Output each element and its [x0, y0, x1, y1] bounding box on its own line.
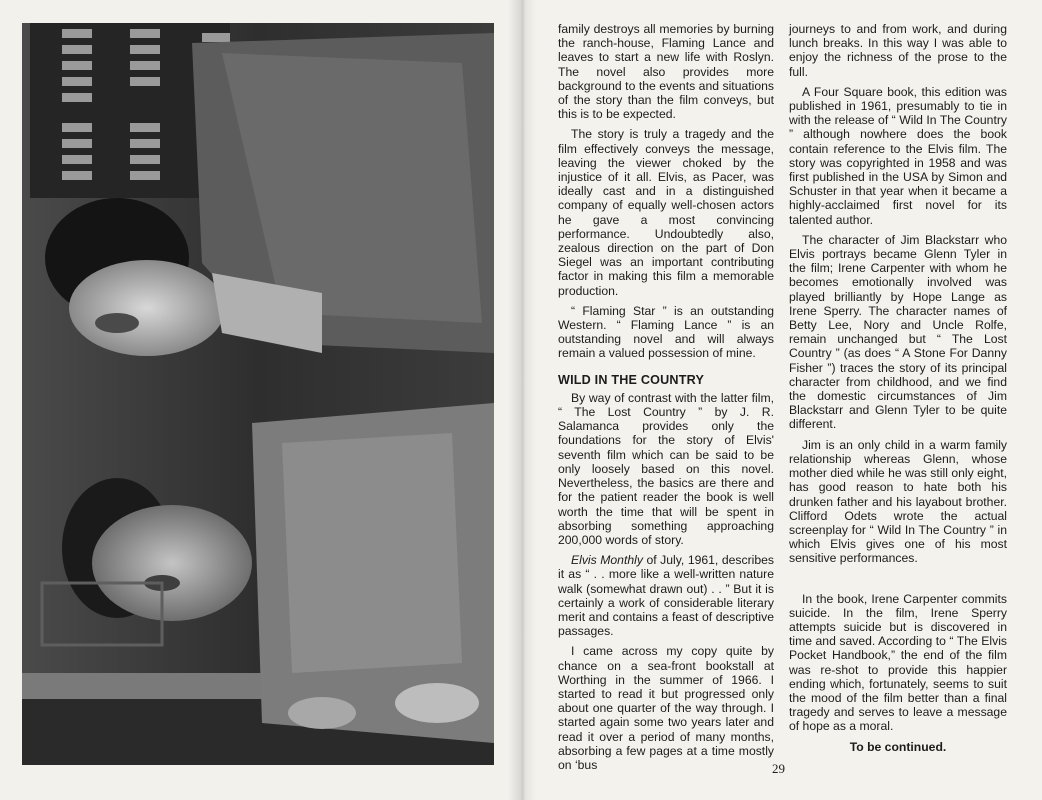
paragraph: In the book, Irene Carpenter commits suicide. In the film, Irene Sperry attempts suicide but is discovered in time and saved. According to “ The Elvis Pocket Handbook,” the end of the film was re-shot to provide this happier ending which, fortunately, seems to suit the mood of the film better than a final tragedy and serves to leave a message of hope as a moral.	[789, 591, 1007, 734]
article-column-left	[558, 22, 774, 778]
publication-title: Elvis Monthly	[571, 553, 643, 568]
page-gutter	[508, 0, 536, 800]
paragraph: By way of contrast with the latter film, “ The Lost Country ” by J. R. Salamanca provides only the foundations for the story of Elvis' seventh film which can be said to be only loosely based on this novel. Nevertheless, the basics are there and for the patient reader the book is well worth the time that will be spent in absorbing something approaching 200,000 words of story.	[558, 390, 774, 547]
to-be-continued: To be continued.	[849, 739, 947, 754]
paragraph: “ Flaming Star ” is an outstanding Western. “ Flaming Lance ” is an outstanding novel and will always remain a valued possession of mine.	[558, 303, 774, 361]
paragraph: A Four Square book, this edition was published in 1961, presumably to tie in with the release of “ Wild In The Country ” although nowhere does the book contain reference to the Elvis film. The story was copyrighted in 1958 and was first published in the USA by Simon and Schuster in that year when it became a highly-acclaimed first novel for its talented author.	[789, 84, 1007, 227]
paragraph-text: of July, 1961, describes it as “ . . more like a well-written nature walk (somewhat drawn out) . . ” But it is certainly a work of considerable literary merit and contains a feast of descriptive passages.	[558, 553, 774, 639]
photo-icon	[22, 23, 494, 765]
paragraph: I came across my copy quite by chance on a sea-front bookstall at Worthing in the summer of 1966. I started to read it but progressed only about one quarter of the way through. I started again some two years later and read it over a period of many months, absorbing a few pages at a time mostly on ‘bus	[558, 644, 774, 772]
page-number: 29	[772, 761, 785, 776]
paragraph: The story is truly a tragedy and the film effectively conveys the message, leaving the viewer choked by the injustice of it all. Elvis, as Pacer, was ideally cast and in a distinguished company of equally well-chosen actors he gave a most convincing performance. Undoubtedly also, zealous direction on the part of Don Siegel was an important contributing factor in making this film a memorable production.	[558, 127, 774, 298]
paragraph: journeys to and from work, and during lunch breaks. In this way I was able to enjoy the richness of the prose to the full.	[789, 22, 1007, 79]
film-still-photo	[22, 23, 494, 765]
article-column-right	[789, 22, 1007, 760]
paragraph: family destroys all memories by burning the ranch-house, Flaming Lance and leaves to start a new life with Roslyn. The novel also provides more background to the events and situations of the story than the film conveys, but this is to be expected.	[558, 22, 774, 122]
paragraph: Jim is an only child in a warm family relationship whereas Glenn, whose mother died while he was still only eight, has good reason to hate both his drunken father and his layabout brother. Clifford Odets wrote the actual screenplay for “ Wild In The Country ” in which Elvis gives one of his most sensitive performances.	[789, 437, 1007, 566]
section-heading: WILD IN THE COUNTRY	[558, 372, 705, 387]
paragraph: The character of Jim Blackstarr who Elvis portrays became Glenn Tyler in the film; Irene Carpenter with whom he becomes emotionally involved was played brilliantly by Hope Lange as Irene Sperry. The character names of Betty Lee, Nory and Uncle Rolfe, remain unchanged but “ The Lost Country ” (as does “ A Stone For Danny Fisher ”) traces the story of its principal character from childhood, and we find the domestic circumstances of Jim Blackstarr and Glenn Tyler to be quite different.	[789, 232, 1007, 432]
paragraph	[558, 553, 774, 638]
